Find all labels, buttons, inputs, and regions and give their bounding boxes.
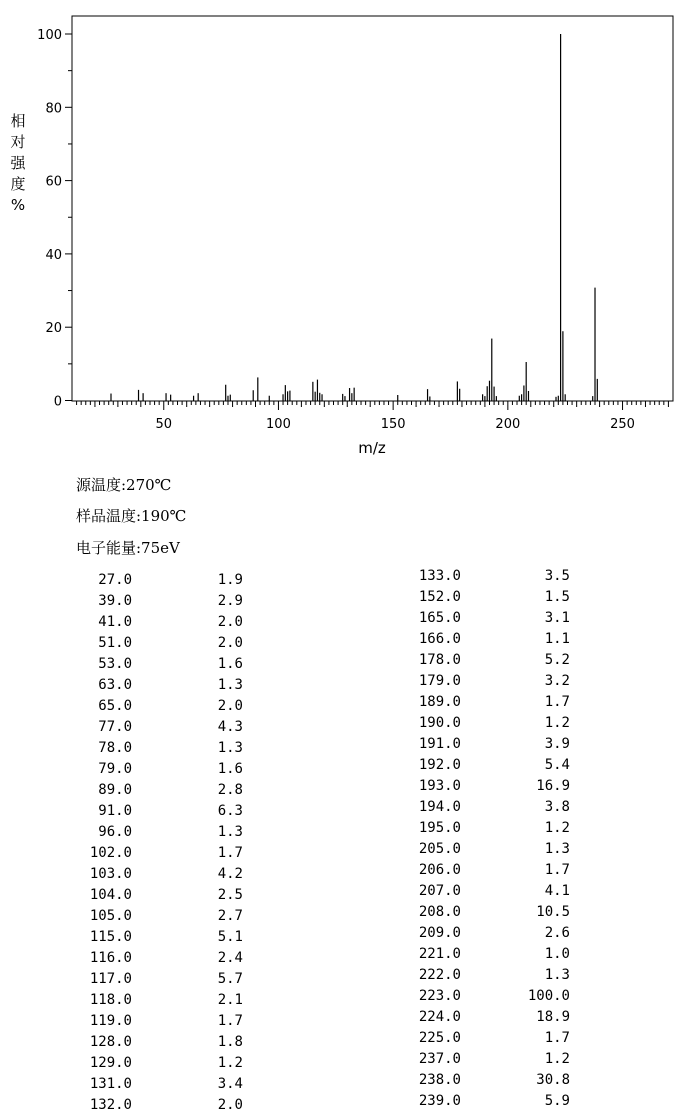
mz-value: 208.0 xyxy=(418,904,461,920)
table-row xyxy=(340,881,680,902)
mz-value: 53.0 xyxy=(98,656,132,672)
abundance-value: 2.0 xyxy=(217,1097,243,1113)
abundance-value: 1.2 xyxy=(544,715,570,731)
x-axis-label: m/z xyxy=(358,439,386,457)
y-tick-label: 40 xyxy=(45,247,62,263)
mz-value: 179.0 xyxy=(418,673,461,689)
mz-value: 115.0 xyxy=(89,929,132,945)
mz-value: 103.0 xyxy=(89,866,132,882)
mz-value: 27.0 xyxy=(98,572,132,588)
mz-value: 96.0 xyxy=(98,824,132,840)
table-row xyxy=(0,990,340,1011)
mz-value: 221.0 xyxy=(418,946,461,962)
mz-value: 224.0 xyxy=(418,1009,461,1025)
table-row xyxy=(0,675,340,696)
mz-value: 51.0 xyxy=(98,635,132,651)
y-axis-label-char: 度 xyxy=(10,175,26,193)
abundance-value: 3.8 xyxy=(544,799,570,815)
peak-table-left xyxy=(0,570,340,1116)
abundance-value: 1.3 xyxy=(217,740,243,756)
y-axis-label-char: 相 xyxy=(10,112,26,130)
abundance-value: 1.7 xyxy=(544,694,570,710)
mz-value: 194.0 xyxy=(418,799,461,815)
table-row xyxy=(0,801,340,822)
mz-value: 128.0 xyxy=(89,1034,132,1050)
abundance-value: 18.9 xyxy=(536,1009,570,1025)
abundance-value: 5.2 xyxy=(544,652,570,668)
mz-value: 152.0 xyxy=(418,589,461,605)
mz-value: 191.0 xyxy=(418,736,461,752)
mz-value: 78.0 xyxy=(98,740,132,756)
mz-value: 65.0 xyxy=(98,698,132,714)
table-row xyxy=(340,734,680,755)
abundance-value: 1.7 xyxy=(544,862,570,878)
abundance-value: 1.2 xyxy=(544,1051,570,1067)
table-row xyxy=(0,885,340,906)
mz-value: 77.0 xyxy=(98,719,132,735)
mz-value: 238.0 xyxy=(418,1072,461,1088)
table-row xyxy=(340,965,680,986)
y-axis-label-char: 强 xyxy=(10,154,26,172)
x-axis-ticks xyxy=(77,401,669,432)
abundance-value: 3.9 xyxy=(544,736,570,752)
mz-value: 165.0 xyxy=(418,610,461,626)
mz-value: 190.0 xyxy=(418,715,461,731)
abundance-value: 4.3 xyxy=(217,719,243,735)
abundance-value: 1.2 xyxy=(217,1055,243,1071)
table-row xyxy=(0,906,340,927)
mz-value: 119.0 xyxy=(89,1013,132,1029)
table-row xyxy=(0,612,340,633)
mz-value: 117.0 xyxy=(89,971,132,987)
mass-spectrum-chart xyxy=(0,0,680,460)
abundance-value: 1.7 xyxy=(217,1013,243,1029)
table-row xyxy=(340,776,680,797)
abundance-value: 100.0 xyxy=(527,988,570,1004)
abundance-value: 2.0 xyxy=(217,698,243,714)
table-row xyxy=(340,692,680,713)
table-row xyxy=(0,654,340,675)
table-row xyxy=(0,1032,340,1053)
source-temperature: 源温度:270℃ xyxy=(76,476,172,494)
table-row xyxy=(340,713,680,734)
spectrum-peaks xyxy=(111,34,597,401)
mz-value: 79.0 xyxy=(98,761,132,777)
abundance-value: 1.7 xyxy=(544,1030,570,1046)
mz-value: 133.0 xyxy=(418,568,461,584)
mz-value: 118.0 xyxy=(89,992,132,1008)
table-row xyxy=(340,839,680,860)
abundance-value: 3.4 xyxy=(217,1076,243,1092)
mz-value: 102.0 xyxy=(89,845,132,861)
table-row xyxy=(340,986,680,1007)
abundance-value: 2.0 xyxy=(217,614,243,630)
abundance-value: 2.0 xyxy=(217,635,243,651)
abundance-value: 1.9 xyxy=(217,572,243,588)
mz-value: 209.0 xyxy=(418,925,461,941)
table-row xyxy=(0,717,340,738)
table-row xyxy=(340,566,680,587)
abundance-value: 2.8 xyxy=(217,782,243,798)
table-row xyxy=(0,1095,340,1116)
x-tick-label: 150 xyxy=(380,417,406,432)
abundance-value: 16.9 xyxy=(536,778,570,794)
table-row xyxy=(340,818,680,839)
mz-value: 178.0 xyxy=(418,652,461,668)
table-row xyxy=(340,923,680,944)
peak-table-right xyxy=(340,566,680,1112)
y-axis-label-char: % xyxy=(10,196,26,214)
abundance-value: 6.3 xyxy=(217,803,243,819)
table-row xyxy=(340,671,680,692)
mz-value: 132.0 xyxy=(89,1097,132,1113)
abundance-value: 1.8 xyxy=(217,1034,243,1050)
mz-value: 193.0 xyxy=(418,778,461,794)
abundance-value: 2.4 xyxy=(217,950,243,966)
abundance-value: 5.1 xyxy=(217,929,243,945)
mz-value: 129.0 xyxy=(89,1055,132,1071)
abundance-value: 1.3 xyxy=(544,841,570,857)
abundance-value: 2.9 xyxy=(217,593,243,609)
mz-value: 223.0 xyxy=(418,988,461,1004)
table-row xyxy=(340,608,680,629)
mz-value: 237.0 xyxy=(418,1051,461,1067)
abundance-value: 3.1 xyxy=(544,610,570,626)
abundance-value: 1.6 xyxy=(217,761,243,777)
mz-value: 192.0 xyxy=(418,757,461,773)
mz-value: 225.0 xyxy=(418,1030,461,1046)
abundance-value: 1.0 xyxy=(544,946,570,962)
table-row xyxy=(0,843,340,864)
x-tick-label: 100 xyxy=(266,417,291,432)
abundance-value: 2.7 xyxy=(217,908,243,924)
abundance-value: 1.1 xyxy=(544,631,570,647)
table-row xyxy=(0,1074,340,1095)
abundance-value: 4.1 xyxy=(544,883,570,899)
table-row xyxy=(0,696,340,717)
table-row xyxy=(340,1070,680,1091)
y-tick-label: 0 xyxy=(53,394,62,410)
abundance-value: 1.3 xyxy=(544,967,570,983)
table-row xyxy=(0,948,340,969)
y-axis-label-char: 对 xyxy=(10,133,26,151)
abundance-value: 3.5 xyxy=(544,568,570,584)
mz-value: 39.0 xyxy=(98,593,132,609)
y-axis-ticks xyxy=(37,28,72,410)
abundance-value: 2.6 xyxy=(544,925,570,941)
table-row xyxy=(0,864,340,885)
mz-value: 105.0 xyxy=(89,908,132,924)
table-row xyxy=(340,797,680,818)
mz-value: 207.0 xyxy=(418,883,461,899)
mz-value: 205.0 xyxy=(418,841,461,857)
table-row xyxy=(0,822,340,843)
table-row xyxy=(340,1007,680,1028)
abundance-value: 1.7 xyxy=(217,845,243,861)
abundance-value: 2.1 xyxy=(217,992,243,1008)
mz-value: 131.0 xyxy=(89,1076,132,1092)
mz-value: 222.0 xyxy=(418,967,461,983)
abundance-value: 30.8 xyxy=(536,1072,570,1088)
abundance-value: 5.4 xyxy=(544,757,570,773)
table-row xyxy=(340,650,680,671)
mz-value: 89.0 xyxy=(98,782,132,798)
abundance-value: 1.5 xyxy=(544,589,570,605)
table-row xyxy=(340,1049,680,1070)
table-row xyxy=(340,860,680,881)
sample-temperature: 样品温度:190℃ xyxy=(76,507,187,525)
y-tick-label: 80 xyxy=(45,101,62,117)
table-row xyxy=(340,1028,680,1049)
table-row xyxy=(340,587,680,608)
abundance-value: 1.6 xyxy=(217,656,243,672)
mz-value: 63.0 xyxy=(98,677,132,693)
mz-value: 41.0 xyxy=(98,614,132,630)
y-axis-label xyxy=(10,112,26,214)
y-tick-label: 100 xyxy=(37,28,62,43)
table-row xyxy=(0,969,340,990)
mz-value: 206.0 xyxy=(418,862,461,878)
mz-value: 104.0 xyxy=(89,887,132,903)
abundance-value: 5.7 xyxy=(217,971,243,987)
mz-value: 91.0 xyxy=(98,803,132,819)
table-row xyxy=(0,738,340,759)
abundance-value: 1.2 xyxy=(544,820,570,836)
plot-frame xyxy=(72,16,673,401)
abundance-value: 4.2 xyxy=(217,866,243,882)
abundance-value: 10.5 xyxy=(536,904,570,920)
table-row xyxy=(340,629,680,650)
abundance-value: 2.5 xyxy=(217,887,243,903)
mz-value: 166.0 xyxy=(418,631,461,647)
table-row xyxy=(0,1011,340,1032)
electron-energy: 电子能量:75eV xyxy=(76,539,180,557)
table-row xyxy=(340,944,680,965)
mz-value: 189.0 xyxy=(418,694,461,710)
table-row xyxy=(340,755,680,776)
table-row xyxy=(0,591,340,612)
table-row xyxy=(0,1053,340,1074)
table-row xyxy=(0,570,340,591)
abundance-value: 3.2 xyxy=(544,673,570,689)
table-row xyxy=(0,759,340,780)
x-tick-label: 50 xyxy=(155,417,173,432)
x-tick-label: 250 xyxy=(610,417,635,432)
abundance-value: 5.9 xyxy=(544,1093,570,1109)
table-row xyxy=(0,927,340,948)
table-row xyxy=(0,633,340,654)
mz-value: 116.0 xyxy=(89,950,132,966)
mz-value: 239.0 xyxy=(418,1093,461,1109)
mz-value: 195.0 xyxy=(418,820,461,836)
table-row xyxy=(340,902,680,923)
y-tick-label: 20 xyxy=(45,321,62,337)
x-tick-label: 200 xyxy=(495,417,521,432)
abundance-value: 1.3 xyxy=(217,824,243,840)
y-tick-label: 60 xyxy=(45,174,62,190)
abundance-value: 1.3 xyxy=(217,677,243,693)
table-row xyxy=(0,780,340,801)
